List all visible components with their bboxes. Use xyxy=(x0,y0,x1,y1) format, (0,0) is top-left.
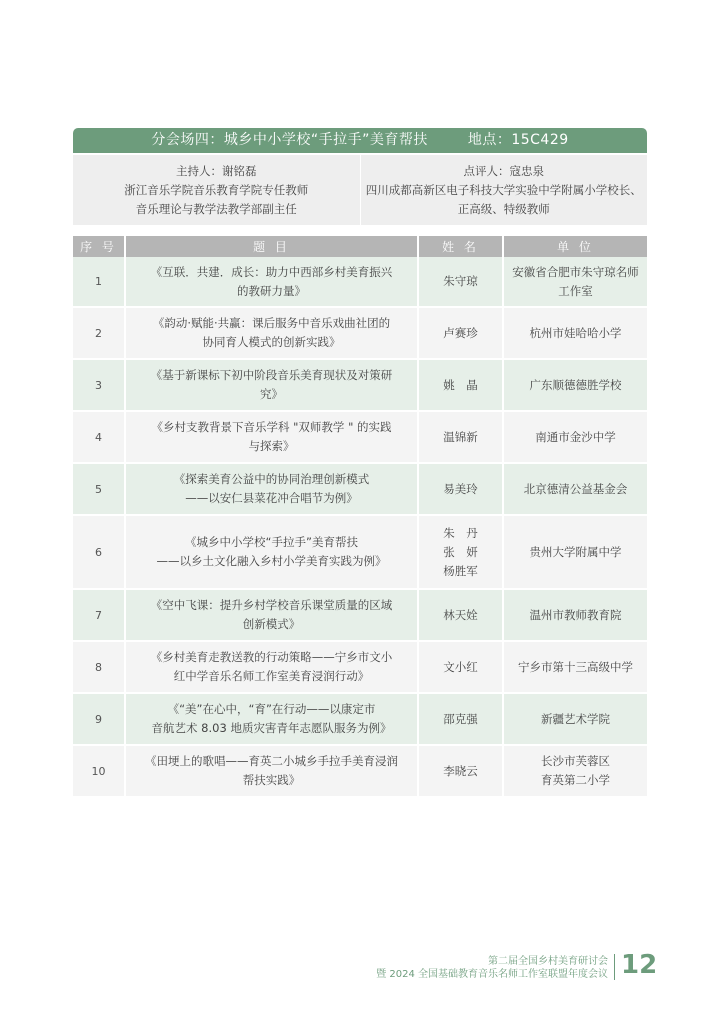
table-header-row xyxy=(73,236,647,257)
cell-unit xyxy=(503,411,647,463)
cell-title-line: 红中学音乐名师工作室美育浸润行动》 xyxy=(173,669,370,683)
cell-title xyxy=(125,641,418,693)
cell-unit xyxy=(503,693,647,745)
host-line-1: 浙江音乐学院音乐教育学院专任教师 xyxy=(124,182,309,197)
cell-name-line: 杨胜军 xyxy=(443,563,478,578)
cell-name xyxy=(418,257,503,307)
cell-name xyxy=(418,693,503,745)
cell-title xyxy=(125,257,418,307)
footer-divider xyxy=(614,954,615,980)
cell-title xyxy=(125,463,418,515)
cell-title-line: 与探索》 xyxy=(248,439,295,453)
cell-unit xyxy=(503,589,647,641)
column-header-name: 姓 名 xyxy=(418,236,503,257)
host-panel xyxy=(73,155,647,225)
cell-number: 7 xyxy=(73,589,125,641)
host-label: 主持人：谢铭磊 xyxy=(176,163,257,178)
page-number: 12 xyxy=(621,950,658,980)
cell-number: 4 xyxy=(73,411,125,463)
cell-unit-line: 安徽省合肥市朱守琼名师 xyxy=(512,264,639,279)
cell-title-line: 协同育人模式的创新实践》 xyxy=(202,335,341,349)
column-header-number: 序 号 xyxy=(73,236,125,257)
session-title: 分会场四：城乡中小学校“手拉手”美育帮扶 xyxy=(151,132,428,148)
cell-title xyxy=(125,411,418,463)
reviewer-line-1: 四川成都高新区电子科技大学实验中学附属小学校长、 xyxy=(365,182,642,197)
column-header-unit: 单 位 xyxy=(503,236,647,257)
cell-name-line: 卢赛珍 xyxy=(443,325,478,340)
cell-number: 1 xyxy=(73,257,125,307)
cell-title xyxy=(125,693,418,745)
footer-conference xyxy=(376,955,608,981)
cell-title xyxy=(125,589,418,641)
cell-unit xyxy=(503,359,647,411)
cell-unit-line: 工作室 xyxy=(558,283,593,298)
cell-number: 6 xyxy=(73,515,125,589)
cell-unit-line: 长沙市芙蓉区 xyxy=(541,754,610,768)
cell-title-line: 《田埂上的歌唱——育英二小城乡手拉手美育浸润 xyxy=(145,754,398,768)
cell-unit-line: 广东顺德德胜学校 xyxy=(529,377,622,392)
cell-name-line: 文小红 xyxy=(443,659,478,674)
cell-name xyxy=(418,411,503,463)
cell-name-line: 朱守琼 xyxy=(443,274,478,288)
table-row xyxy=(73,359,647,411)
cell-title-line: 的教研力量》 xyxy=(237,283,306,298)
cell-unit xyxy=(503,641,647,693)
cell-title-line: 《互联．共建．成长：助力中西部乡村美育振兴 xyxy=(150,264,393,279)
cell-unit xyxy=(503,307,647,359)
cell-title-line: 《空中飞课：提升乡村学校音乐课堂质量的区域 xyxy=(150,598,393,612)
session-header xyxy=(73,128,647,153)
cell-unit-line: 北京德清公益基金会 xyxy=(523,481,628,496)
cell-title-line: 音航艺术 8.03 地质灾害青年志愿队服务为例》 xyxy=(151,721,392,735)
column-header-title: 题 目 xyxy=(125,236,418,257)
cell-name-line: 张 妍 xyxy=(443,544,478,559)
table-row xyxy=(73,307,647,359)
cell-unit-line: 温州市教师教育院 xyxy=(529,607,622,622)
cell-title-line: ——以安仁县菜花冲合唱节为例》 xyxy=(185,491,358,505)
cell-title-line: 创新模式》 xyxy=(242,617,301,631)
cell-unit-line: 贵州大学附属中学 xyxy=(529,544,622,559)
cell-name xyxy=(418,589,503,641)
cell-unit-line: 宁乡市第十三高级中学 xyxy=(518,659,633,674)
cell-number: 8 xyxy=(73,641,125,693)
cell-unit xyxy=(503,515,647,589)
cell-title xyxy=(125,745,418,797)
cell-number: 2 xyxy=(73,307,125,359)
table-row xyxy=(73,411,647,463)
cell-number: 10 xyxy=(73,745,125,797)
cell-name xyxy=(418,641,503,693)
cell-name-line: 李晓云 xyxy=(443,763,478,778)
cell-name-line: 朱 丹 xyxy=(443,525,478,540)
host-line-2: 音乐理论与教学法教学部副主任 xyxy=(135,201,297,216)
table-row xyxy=(73,641,647,693)
cell-unit xyxy=(503,257,647,307)
cell-unit xyxy=(503,745,647,797)
footer-line-2: 暨 2024 全国基础教育音乐名师工作室联盟年度会议 xyxy=(376,969,608,980)
cell-number: 3 xyxy=(73,359,125,411)
cell-title-line: 《乡村美育走教送教的行动策略——宁乡市文小 xyxy=(150,650,393,664)
table-row xyxy=(73,745,647,797)
cell-name-line: 温锦新 xyxy=(443,429,478,444)
cell-title-line: 《探索美育公益中的协同治理创新模式 xyxy=(173,472,370,486)
cell-name xyxy=(418,359,503,411)
footer-line-1: 第二届全国乡村美育研讨会 xyxy=(488,956,608,967)
cell-name xyxy=(418,307,503,359)
cell-unit xyxy=(503,463,647,515)
reviewer-info xyxy=(360,155,648,225)
reviewer-label: 点评人：寇忠泉 xyxy=(463,163,544,178)
cell-title xyxy=(125,307,418,359)
host-info xyxy=(73,155,360,225)
table-row xyxy=(73,589,647,641)
cell-name-line: 林天姾 xyxy=(443,607,478,622)
cell-name-line: 邵克强 xyxy=(443,711,478,726)
cell-number: 9 xyxy=(73,693,125,745)
table-row xyxy=(73,257,647,307)
cell-title-line: 《基于新课标下初中阶段音乐美育现状及对策研 xyxy=(150,368,393,382)
cell-title-line: 《“美”在心中，“育”在行动——以康定市 xyxy=(167,702,376,716)
cell-title-line: 《城乡中小学校“手拉手”美育帮扶 xyxy=(185,535,358,549)
table-row xyxy=(73,463,647,515)
cell-title xyxy=(125,515,418,589)
cell-title-line: 《乡村支教背景下音乐学科 "双师教学 " 的实践 xyxy=(151,420,392,434)
cell-unit-line: 南通市金沙中学 xyxy=(535,429,616,444)
cell-title-line: ——以乡土文化融入乡村小学美育实践为例》 xyxy=(156,554,387,568)
reviewer-line-2: 正高级、特级教师 xyxy=(457,201,550,216)
cell-title-line: 帮扶实践》 xyxy=(242,773,301,787)
session-location: 地点：15C429 xyxy=(467,132,569,148)
cell-unit-line: 新疆艺术学院 xyxy=(541,711,610,726)
table-row xyxy=(73,515,647,589)
cell-name xyxy=(418,463,503,515)
cell-title-line: 究》 xyxy=(260,387,283,401)
presentation-table xyxy=(73,236,647,798)
cell-title-line: 《韵动·赋能·共赢：课后服务中音乐戏曲社团的 xyxy=(152,316,391,330)
cell-name xyxy=(418,745,503,797)
cell-unit-line: 杭州市娃哈哈小学 xyxy=(529,325,622,340)
cell-name-line: 易美玲 xyxy=(443,481,478,496)
cell-number: 5 xyxy=(73,463,125,515)
cell-name xyxy=(418,515,503,589)
table-row xyxy=(73,693,647,745)
cell-unit-line: 育英第二小学 xyxy=(541,773,610,787)
cell-name-line: 姚 晶 xyxy=(443,377,478,392)
cell-title xyxy=(125,359,418,411)
